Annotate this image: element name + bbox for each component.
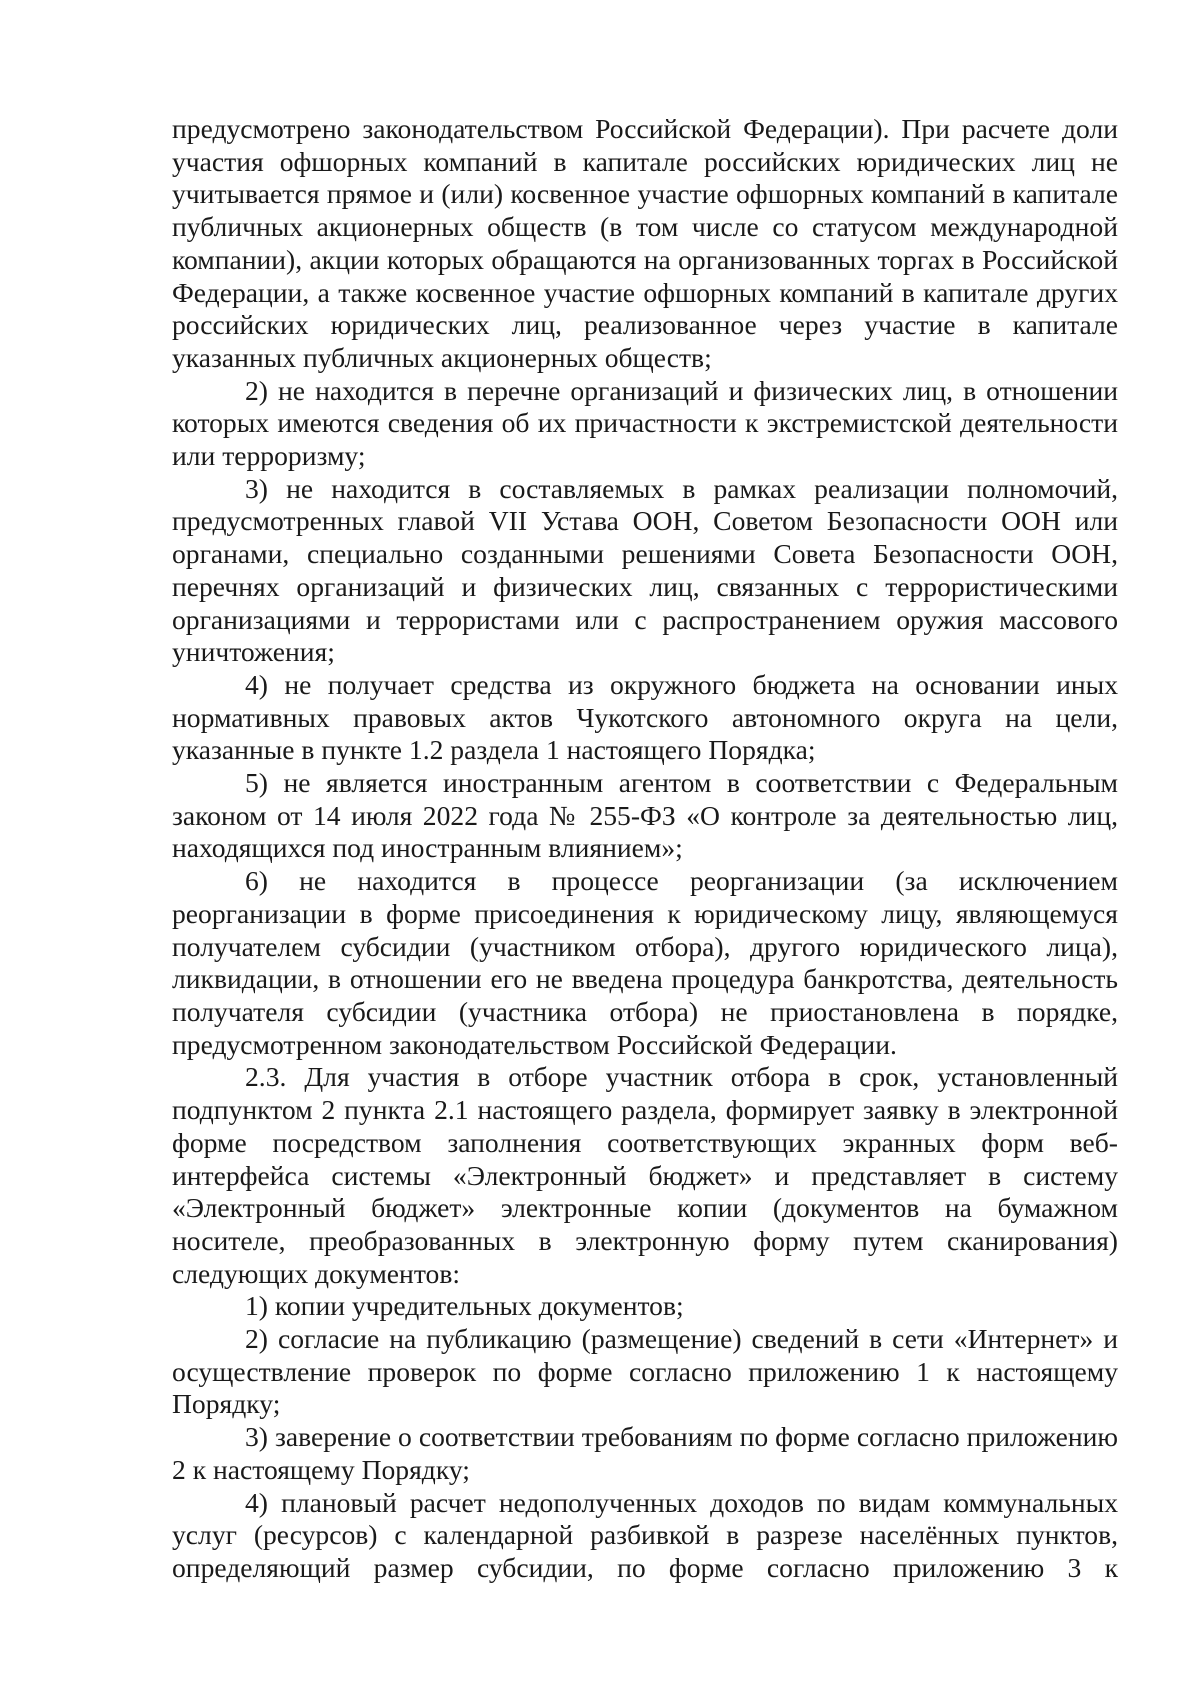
document-body	[172, 113, 1118, 1585]
paragraph-item-4-budget-funds: 4) не получает средства из окружного бюджета на основании иных нормативных правовых актов Чукотского автономного округа на цели, указанные в пункте 1.2 раздела 1 настоящего Порядка;	[172, 668, 1118, 766]
paragraph-item-5-foreign-agent: 5) не является иностранным агентом в соответствии с Федеральным законом от 14 июля 2022 года № 255-ФЗ «О контроле за деятельностью лиц, находящихся под иностранным влиянием»;	[172, 767, 1118, 864]
paragraph-item-6-reorganization: 6) не находится в процессе реорганизации (за исключением реорганизации в форме присоединения к юридическому лицу, являющемуся получателем субсидии (участником отбора), другого юридического лица), ликвидации, в отношении его не введена процедура банкротства, деятельность получателя субсидии (участника отбора) не приостановлена в порядке, предусмотренном законодательством Российской Федерации.	[172, 865, 1118, 1060]
paragraph-doc-1-founding-documents: 1) копии учредительных документов;	[245, 1290, 684, 1322]
paragraph-item-3-un-lists: 3) не находится в составляемых в рамках реализации полномочий, предусмотренных главой VII Устава ООН, Советом Безопасности ООН или органами, специально созданными решениями Совета Безопасности ООН, перечнях организаций и физических лиц, связанных с террористическими организациями и террористами или с распространением оружия массового уничтожения;	[172, 472, 1118, 668]
paragraph-doc-3-assurance: 3) заверение о соответствии требованиям по форме согласно приложению 2 к настоящему Порядку;	[172, 1421, 1118, 1485]
paragraph-doc-2-consent: 2) согласие на публикацию (размещение) сведений в сети «Интернет» и осуществление проверок по форме согласно приложению 1 к настоящему Порядку;	[172, 1323, 1118, 1420]
paragraph-section-2-3: 2.3. Для участия в отборе участник отбора в срок, установленный подпунктом 2 пункта 2.1 настоящего раздела, формирует заявку в электронной форме посредством заполнения соответствующих экранных форм веб-интерфейса системы «Электронный бюджет» и представляет в систему «Электронный бюджет» электронные копии (документов на бумажном носителе, преобразованных в электронную форму путем сканирования) следующих документов:	[172, 1061, 1118, 1289]
paragraph-item-2-extremism-list: 2) не находится в перечне организаций и физических лиц, в отношении которых имеются сведения об их причастности к экстремистской деятельности или терроризму;	[172, 374, 1118, 472]
paragraph-offshore-participation: предусмотрено законодательством Российской Федерации). При расчете доли участия офшорных компаний в капитале российских юридических лиц не учитывается прямое и (или) косвенное участие офшорных компаний в капитале публичных акционерных обществ (в том числе со статусом международной компании), акции которых обращаются на организованных торгах в Российской Федерации, а также косвенное участие офшорных компаний в капитале других российских юридических лиц, реализованное через участие в капитале указанных публичных акционерных обществ;	[172, 113, 1118, 373]
paragraph-doc-4-planned-calculation: 4) плановый расчет недополученных доходов по видам коммунальных услуг (ресурсов) с календарной разбивкой в разрезе населённых пунктов, определяющий размер субсидии, по форме согласно приложению 3 к	[172, 1486, 1118, 1583]
